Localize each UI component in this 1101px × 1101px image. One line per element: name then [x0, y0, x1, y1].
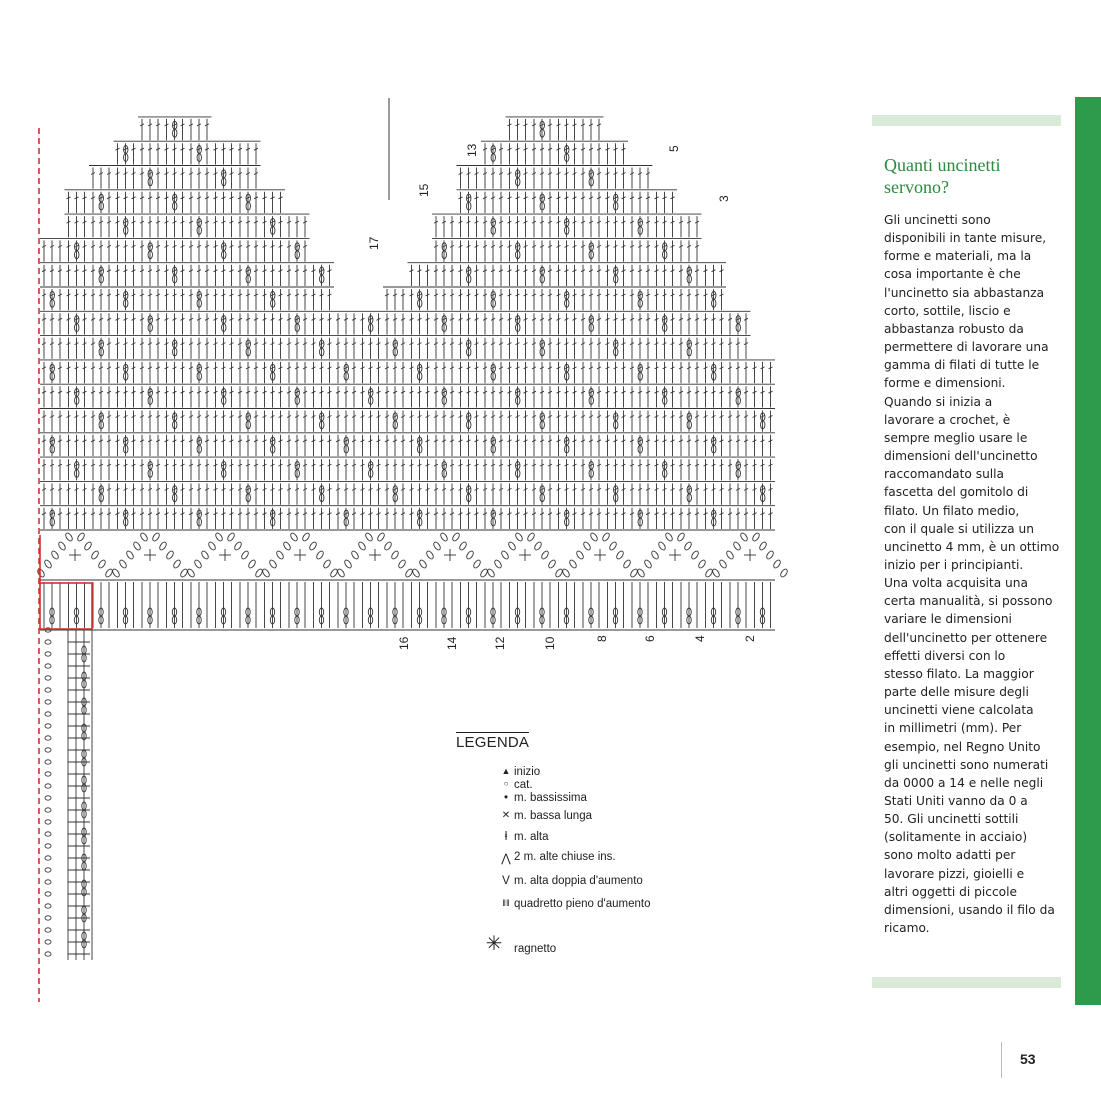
row-number-14: 14 — [445, 636, 459, 650]
page-number-divider — [1001, 1042, 1002, 1078]
dc2tog-icon: ⋀ — [501, 853, 511, 865]
row-number-17: 17 — [367, 236, 381, 250]
row-number-4: 4 — [693, 635, 707, 642]
row-number-3: 3 — [717, 195, 731, 202]
row-number-13: 13 — [465, 143, 479, 157]
slip-stitch-icon: • — [503, 792, 509, 804]
double-increase-icon: V — [502, 875, 510, 887]
spider-stitch-icon: ✳ — [485, 933, 503, 955]
double-crochet-icon: ⱡ — [504, 831, 508, 843]
long-single-crochet-icon: ✕ — [501, 810, 511, 821]
row-number-6: 6 — [643, 635, 657, 642]
sidebar-bottom-bar — [872, 977, 1061, 988]
sidebar-body: Gli uncinetti sono disponibili in tante misure, forme e materiali, ma la cosa importante è che l'uncinetto sia abbastanza corto, sottile, liscio e abbastanza robusto da permettere di lavorare una gamma di filati di tutte le forme e dimensioni. Quando si inizia a lavorare a crochet, è sempre meglio usare le dimensioni dell'uncinetto raccomandato sulla fascetta del gomitolo di filato. Un filato medio, con il quale si utilizza un uncinetto 4 mm, è un ottimo inizio per i principianti. Una volta acquisita una certa manualità, si possono variare le dimensioni dell'uncinetto per ottenere effetti diversi con lo stesso filato. La maggior parte delle misure degli uncinetti viene calcolata in millimetri (mm). Per esempio, nel Regno Unito gli uncinetti sono numerati da 0000 a 14 e nelle negli Stati Uniti vanno da 0 a 50. Gli uncinetti sottili (solitamente in acciaio) sono molto adatti per lavorare pizzi, gioielli e altri oggetti di piccole dimensioni, usando il filo da ricamo. — [884, 213, 1060, 936]
sidebar-title: Quanti uncinetti servono? — [884, 155, 1001, 197]
legend-title: LEGENDA — [456, 734, 530, 751]
filled-block-increase-icon: ‖‖ — [502, 898, 510, 908]
row-number-15: 15 — [417, 183, 431, 197]
row-number-10: 10 — [543, 636, 557, 650]
crochet-chart — [30, 90, 790, 1010]
row-number-16: 16 — [397, 636, 411, 650]
page-number: 53 — [1020, 1051, 1036, 1067]
chart-spider-row — [36, 532, 788, 630]
page-edge-stripe — [1075, 97, 1101, 1005]
chart-foundation-strip — [45, 628, 92, 960]
legend: LEGENDA ▲ inizio ○ cat. • m. bassissima ✕ m. bassa lunga ⱡ m. alta ⋀ 2 m. alte chiuse ins. V m. alta doppia d'aumento ‖‖ quadretto pieno d'aumento ✳ ragnetto — [456, 734, 651, 955]
row-number-12: 12 — [493, 636, 507, 650]
sidebar-top-bar — [872, 115, 1061, 126]
row-number-8: 8 — [595, 635, 609, 642]
chart-stitch-grid — [40, 117, 775, 530]
chain-icon: ○ — [503, 779, 509, 788]
row-number-2: 2 — [743, 635, 757, 642]
start-icon: ▲ — [501, 766, 511, 776]
row-number-5: 5 — [667, 145, 681, 152]
